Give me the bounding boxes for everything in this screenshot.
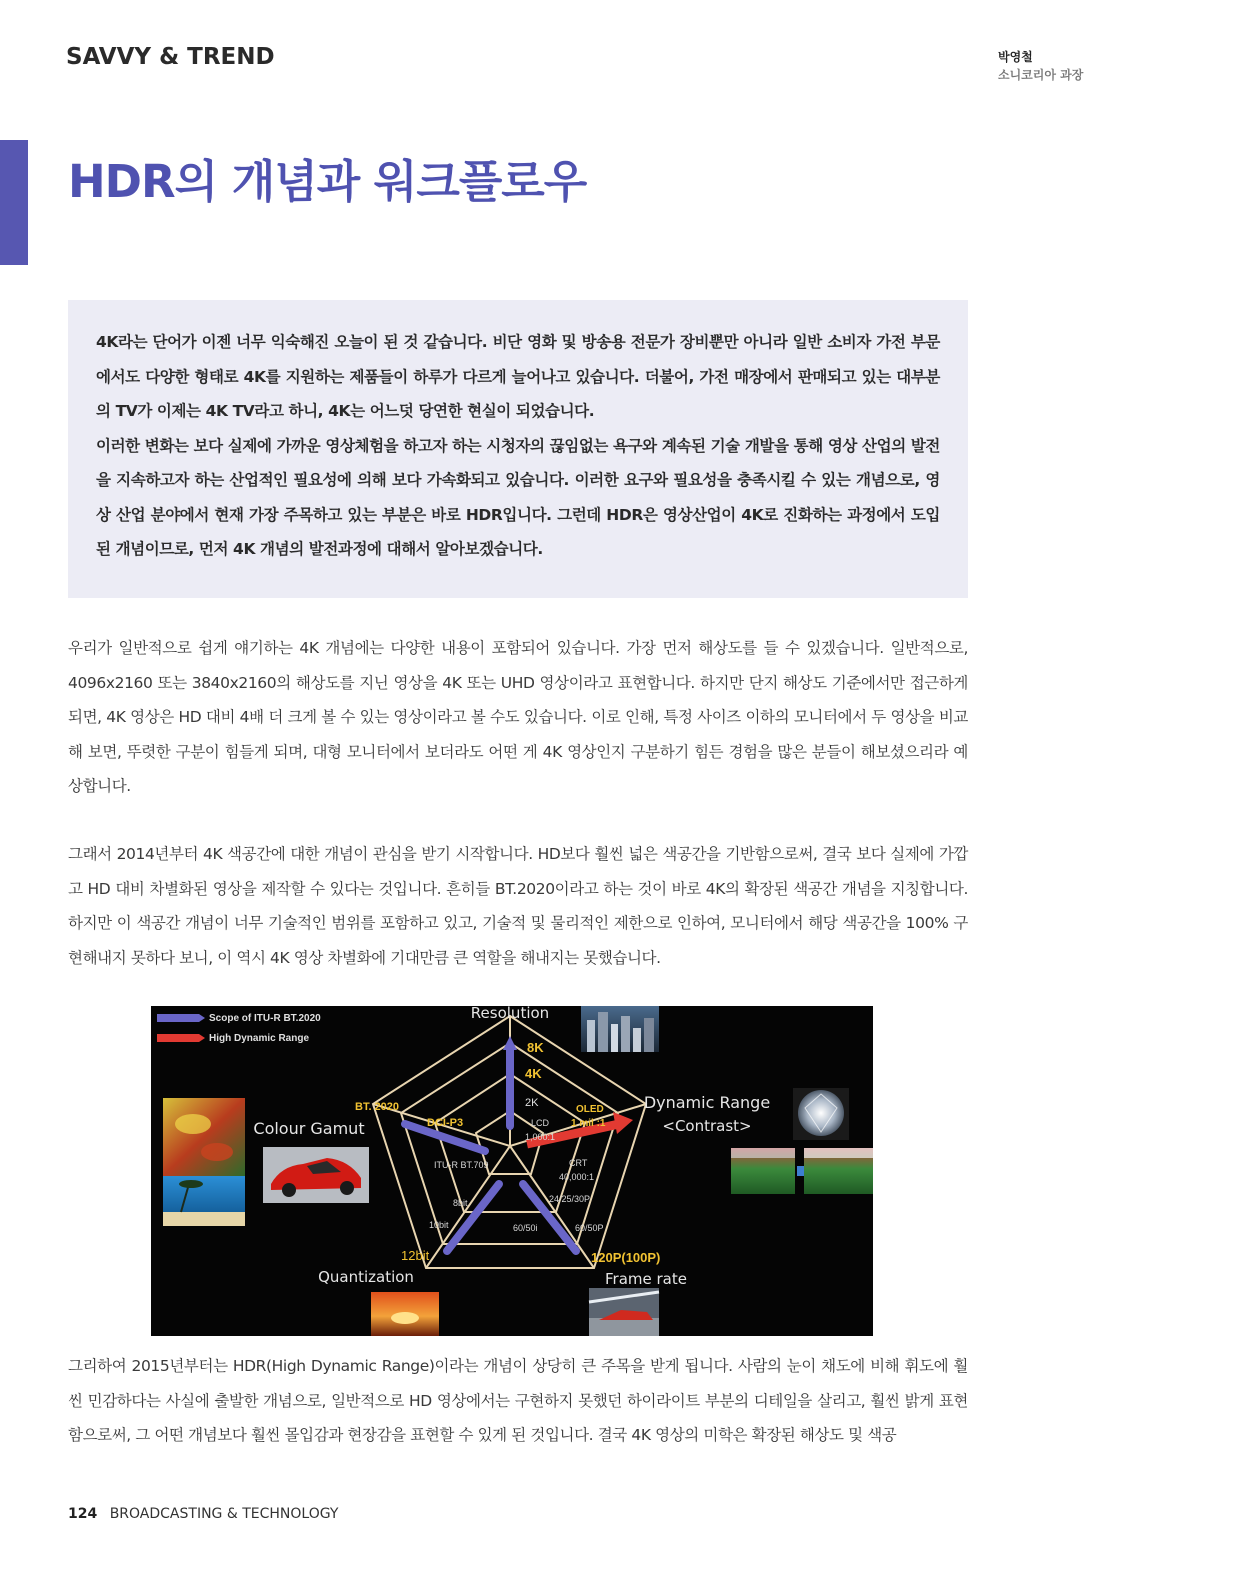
body-paragraph-2: 그래서 2014년부터 4K 색공간에 대한 개념이 관심을 받기 시작합니다. HD보다 훨씬 넓은 색공간을 기반함으로써, 결국 보다 실제에 가깝고 HD 대비 차별화된 영상을 제작할 수 있다는 것입니다. 흔히들 BT.2020이라고 하는 것이 바로 4K의 확장된 색공간 개념을 지칭합니다. 하지만 이 색공간 개념이 너무 기술적인 범위를 포함하고 있고, 기술적 및 물리적인 제한으로 인하여, 모니터에서 해당 색공간을 100% 구현해내지 못하다 보니, 이 역시 4K 영상 차별화에 기대만큼 큰 역할을 해내지는 못했습니다. bbox=[68, 845, 968, 967]
author-name: 박영철 bbox=[998, 50, 1033, 64]
tick-oled-contrast: 1 mil :1 bbox=[571, 1118, 606, 1129]
thumb-racecar bbox=[589, 1288, 659, 1336]
legend-swatch-scope bbox=[157, 1014, 205, 1022]
page-number: 124 bbox=[68, 1506, 98, 1522]
axis-title-colour-gamut: Colour Gamut bbox=[253, 1119, 365, 1138]
tick-crt: CRT bbox=[569, 1158, 588, 1168]
thumb-red-car bbox=[263, 1147, 369, 1203]
legend-label-scope: Scope of ITU-R BT.2020 bbox=[209, 1013, 321, 1024]
tick-lcd: LCD bbox=[531, 1118, 550, 1128]
tick-bt2020: BT. 2020 bbox=[355, 1101, 400, 1113]
lead-paragraph-1: 4K라는 단어가 이젠 너무 익숙해진 오늘이 된 것 같습니다. 비단 영화 및 방송용 전문가 장비뿐만 아니라 일반 소비자 가전 부문에서도 다양한 형태로 4K를 지원하는 제품들이 하루가 다르게 늘어나고 있습니다. 더불어, 가전 매장에서 판매되고 있는 대부분의 TV가 이제는 4K TV라고 하니, 4K는 어느덧 당연한 현실이 되었습니다. bbox=[96, 333, 940, 420]
page-footer bbox=[68, 1506, 338, 1522]
tick-4k: 4K bbox=[525, 1066, 542, 1081]
tick-oled: OLED bbox=[576, 1104, 604, 1115]
author-byline bbox=[998, 48, 1083, 84]
thumb-beach bbox=[163, 1176, 245, 1226]
tick-lcd-contrast: 1,000:1 bbox=[525, 1132, 556, 1142]
magazine-name: BROADCASTING & TECHNOLOGY bbox=[109, 1506, 339, 1522]
thumb-diamond bbox=[793, 1088, 849, 1140]
thumb-stadium-before bbox=[731, 1148, 795, 1194]
body-paragraph-1: 우리가 일반적으로 쉽게 얘기하는 4K 개념에는 다양한 내용이 포함되어 있습니다. 가장 먼저 해상도를 들 수 있겠습니다. 일반적으로, 4096x2160 또는 3840x2160의 해상도를 지닌 영상을 4K 또는 UHD 영상이라고 표현합니다. 하지만 단지 해상도 기준에서만 접근하게 되면, 4K 영상은 HD 대비 4배 더 크게 볼 수 있는 영상이라고 볼 수도 있습니다. 이로 인해, 특정 사이즈 이하의 모니터에서 두 영상을 비교해 보면, 뚜렷한 구분이 힘들게 되며, 대형 모니터에서 보더라도 어떤 게 4K 영상인지 구분하기 힘든 경험을 많은 분들이 해보셨으리라 예상합니다. bbox=[68, 639, 968, 795]
legend-swatch-hdr bbox=[157, 1034, 205, 1042]
thumb-cityscape bbox=[581, 1006, 659, 1052]
thumb-stadium-after bbox=[804, 1148, 873, 1194]
axis-title-quantization: Quantization bbox=[318, 1268, 414, 1286]
legend-label-hdr: High Dynamic Range bbox=[209, 1033, 310, 1044]
tick-fps-60p: 60/50P bbox=[575, 1223, 604, 1233]
scope-bar-quantization bbox=[447, 1184, 499, 1251]
tick-crt-contrast: 40,000:1 bbox=[559, 1172, 595, 1182]
tick-8k: 8K bbox=[527, 1040, 544, 1055]
tick-dci-p3: DCI-P3 bbox=[427, 1117, 464, 1129]
tick-fps-120: 120P(100P) bbox=[591, 1250, 661, 1265]
tick-fps-24: 24/25/30P bbox=[549, 1194, 591, 1204]
radar-diagram bbox=[151, 1006, 873, 1336]
tick-bt709: ITU-R BT.709 bbox=[434, 1160, 489, 1170]
axis-title-frame-rate: Frame rate bbox=[605, 1270, 687, 1288]
tick-fps-60i: 60/50i bbox=[513, 1223, 538, 1233]
tick-10bit: 10bit bbox=[429, 1220, 449, 1230]
scope-arrow-resolution bbox=[503, 1036, 517, 1050]
lead-paragraph-2: 이러한 변화는 보다 실제에 가까운 영상체험을 하고자 하는 시청자의 끊임없는 욕구와 계속된 기술 개발을 통해 영상 산업의 발전을 지속하고자 하는 산업적인 필요성에 의해 보다 가속화되고 있습니다. 이러한 요구와 필요성을 충족시킬 수 있는 개념으로, 영상 산업 분야에서 현재 가장 주목하고 있는 부분은 바로 HDR입니다. 그런데 HDR은 영상산업이 4K로 진화하는 과정에서 도입된 개념이므로, 먼저 4K 개념의 발전과정에 대해서 알아보겠습니다. bbox=[96, 436, 940, 558]
axis-title-dynamic-range: Dynamic Range bbox=[643, 1093, 771, 1112]
author-role: 소니코리아 과장 bbox=[998, 68, 1084, 82]
axis-title-resolution: Resolution bbox=[470, 1006, 550, 1022]
thumb-leaves bbox=[163, 1098, 245, 1176]
tick-12bit: 12bit bbox=[401, 1248, 430, 1263]
title-accent-bar bbox=[0, 140, 28, 265]
thumb-sunset bbox=[371, 1292, 439, 1336]
article-title: HDR의 개념과 워크플로우 bbox=[68, 155, 587, 208]
radar-diagram-figure bbox=[151, 1006, 873, 1336]
axis-title-contrast: <Contrast> bbox=[662, 1117, 752, 1135]
section-label: SAVVY & TREND bbox=[66, 44, 275, 70]
hdr-arrow-head bbox=[613, 1112, 633, 1134]
tick-2k: 2K bbox=[525, 1097, 539, 1109]
body-paragraph-3: 그리하여 2015년부터는 HDR(High Dynamic Range)이라는 개념이 상당히 큰 주목을 받게 됩니다. 사람의 눈이 채도에 비해 휘도에 훨씬 민감하다는 사실에 출발한 개념으로, 일반적으로 HD 영상에서는 구현하지 못했던 하이라이트 부분의 디테일을 살리고, 훨씬 밝게 표현함으로써, 그 어떤 개념보다 훨씬 몰입감과 현장감을 표현할 수 있게 된 것입니다. 결국 4K 영상의 미학은 확장된 해상도 및 색공 bbox=[68, 1357, 968, 1444]
lead-box bbox=[68, 300, 968, 598]
tick-8bit: 8bit bbox=[453, 1198, 468, 1208]
